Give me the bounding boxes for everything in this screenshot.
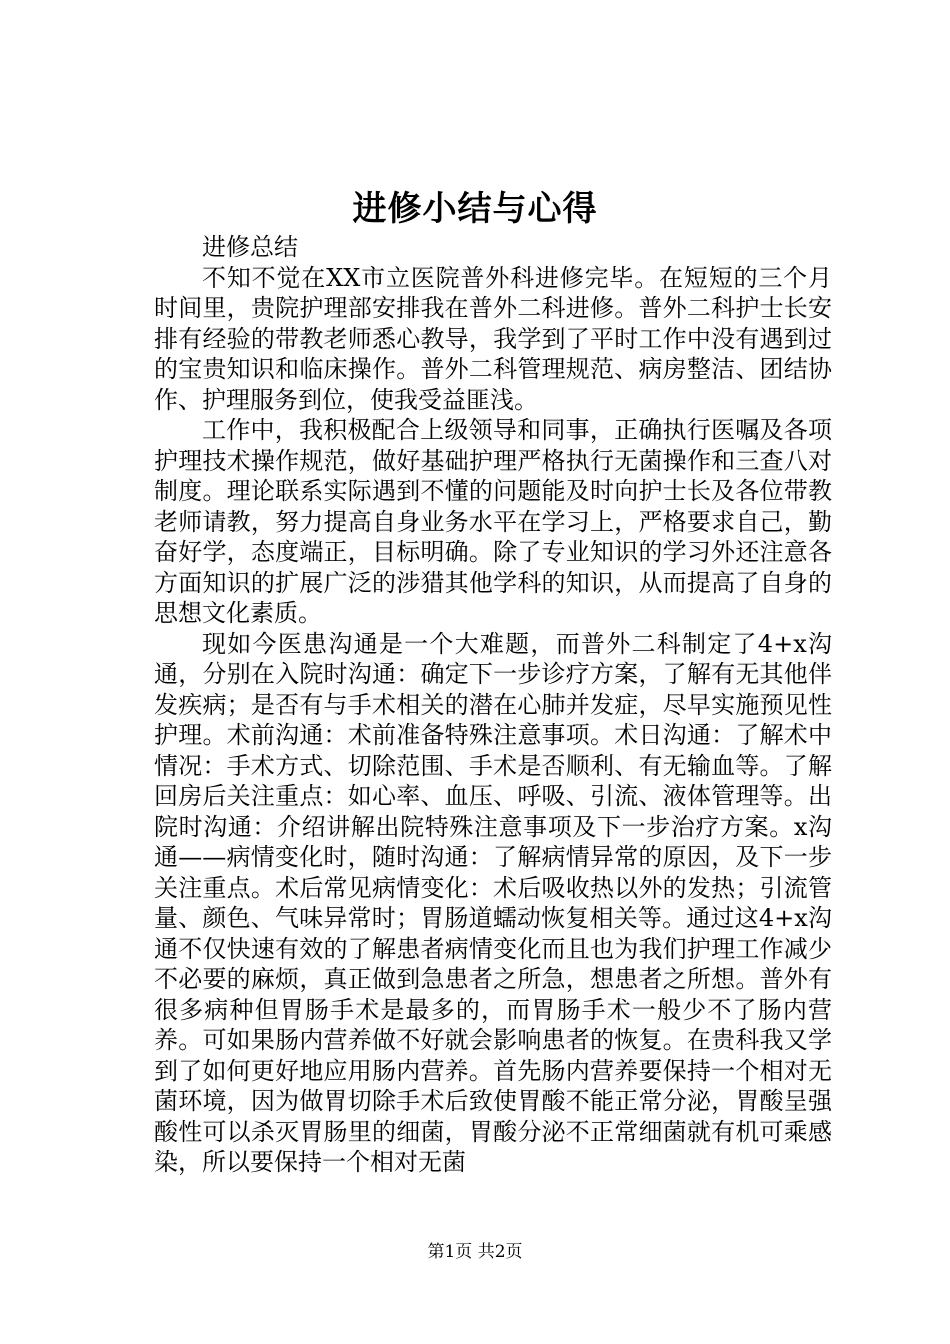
page-footer: 第1页 共2页 [427,1242,523,1262]
paragraph-3: 现如今医患沟通是一个大难题，而普外二科制定了4+x沟通，分别在入院时沟通：确定下一步诊疗方案，了解有无其他伴发疾病；是否有与手术相关的潜在心肺并发症，尽早实施预见性护理。术前沟通：术前准备特殊注意事项。术日沟通：了解术中情况：手术方式、切除范围、手术是否顺利、有无输血等。了解回房后关注重点：如心率、血压、呼吸、引流、液体管理等。出院时沟通：介绍讲解出院特殊注意事项及下一步治疗方案。x沟通——病情变化时，随时沟通：了解病情异常的原因，及下一步关注重点。术后常见病情变化：术后吸收热以外的发热；引流管量、颜色、气味异常时；胃肠道蠕动恢复相关等。通过这4+x沟通不仅快速有效的了解患者病情变化而且也为我们护理工作减少不必要的麻烦，真正做到急患者之所急，想患者之所想。普外有很多病种但胃肠手术是最多的，而胃肠手术一般少不了肠内营养。可如果肠内营养做不好就会影响患者的恢复。在贵科我又学到了如何更好地应用肠内营养。首先肠内营养要保持一个相对无菌环境，因为做胃切除手术后致使胃酸不能正常分泌，胃酸呈强酸性可以杀灭胃肠里的细菌，胃酸分泌不正常细菌就有机可乘感染，所以要保持一个相对无菌 [154,629,832,1176]
document-title: 进修小结与心得 [352,189,598,229]
document-body [154,232,832,1178]
document-subtitle: 进修总结 [202,233,298,261]
paragraph-2: 工作中，我积极配合上级领导和同事，正确执行医嘱及各项护理技术操作规范，做好基础护理严格执行无菌操作和三查八对制度。理论联系实际遇到不懂的问题能及时向护士长及各位带教老师请教，努力提高自身业务水平在学习上，严格要求自己，勤奋好学，态度端正，目标明确。除了专业知识的学习外还注意各方面知识的扩展广泛的涉猎其他学科的知识，从而提高了自身的思想文化素质。 [154,416,832,627]
paragraph-1: 不知不觉在XX市立医院普外科进修完毕。在短短的三个月时间里，贵院护理部安排我在普外二科进修。普外二科护士长安排有经验的带教老师悉心教导，我学到了平时工作中没有遇到过的宝贵知识和临床操作。普外二科管理规范、病房整洁、团结协作、护理服务到位，使我受益匪浅。 [154,263,832,414]
